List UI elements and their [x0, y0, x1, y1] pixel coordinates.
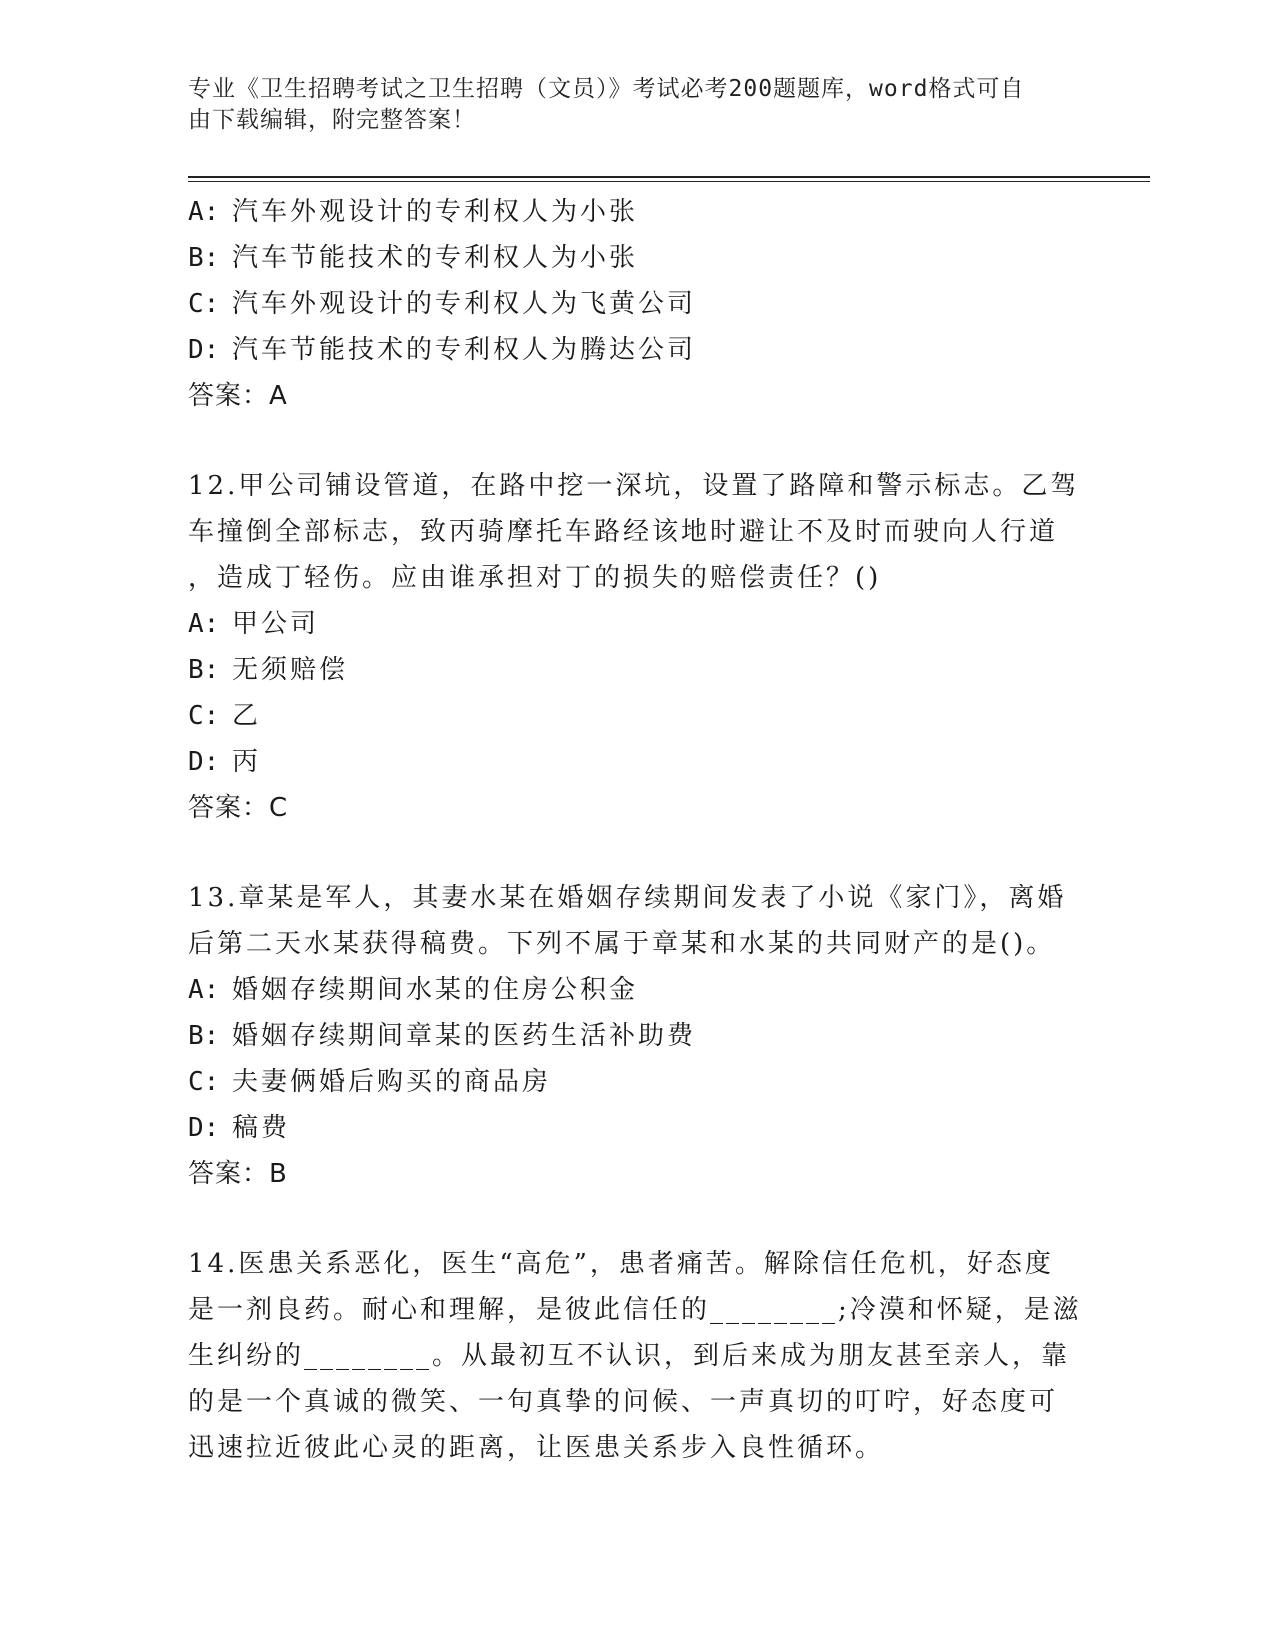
answer-line: 答案：A [188, 381, 288, 411]
question-text [188, 875, 1068, 967]
option-a [188, 601, 1088, 647]
option-text: 稿费 [232, 1113, 291, 1143]
option-b [188, 235, 1088, 281]
question-list [188, 189, 1088, 1471]
option-key: D: [188, 335, 220, 365]
option-key: B: [188, 243, 220, 273]
option-text: 汽车节能技术的专利权人为腾达公司 [232, 335, 697, 365]
option-d [188, 327, 1088, 373]
option-text: 婚姻存续期间章某的医药生活补助费 [232, 1021, 697, 1051]
option-key: D: [188, 747, 220, 777]
question-13 [188, 875, 1088, 1197]
option-text: 婚姻存续期间水某的住房公积金 [232, 975, 639, 1005]
option-key: C: [188, 701, 220, 731]
option-key: C: [188, 289, 220, 319]
option-d [188, 1105, 1088, 1151]
option-key: A: [188, 609, 220, 639]
answer-line: 答案：B [188, 1159, 288, 1189]
document-header [188, 74, 1068, 136]
option-text: 甲公司 [232, 609, 320, 639]
option-text: 丙 [232, 747, 262, 777]
option-key: B: [188, 655, 220, 685]
option-text: 夫妻俩婚后购买的商品房 [232, 1067, 552, 1097]
header-line-2: 由下载编辑，附完整答案！ [188, 107, 476, 133]
option-key: B: [188, 1021, 220, 1051]
question-text [188, 463, 1080, 601]
option-key: A: [188, 975, 220, 1005]
option-text: 乙 [232, 701, 262, 731]
question-text-line: 是一剂良药。耐心和理解，是彼此信任的________;冷漠和怀疑，是滋 [188, 1295, 1082, 1325]
question-12 [188, 463, 1088, 831]
question-text-line: 迅速拉近彼此心灵的距离，让医患关系步入良性循环。 [188, 1433, 885, 1463]
option-text: 无须赔偿 [232, 655, 349, 685]
question-text-line: 后第二天水某获得稿费。下列不属于章某和水某的共同财产的是()。 [188, 929, 1056, 959]
question-11 [188, 189, 1088, 419]
option-b [188, 1013, 1088, 1059]
option-a [188, 967, 1088, 1013]
option-a [188, 189, 1088, 235]
question-14 [188, 1241, 1088, 1471]
option-text: 汽车节能技术的专利权人为小张 [232, 243, 639, 273]
option-c [188, 693, 1088, 739]
header-divider-thick [188, 176, 1150, 178]
option-c [188, 1059, 1088, 1105]
header-divider-thin [188, 181, 1150, 182]
option-text: 汽车外观设计的专利权人为小张 [232, 197, 639, 227]
option-text: 汽车外观设计的专利权人为飞黄公司 [232, 289, 697, 319]
question-text-line: 14.医患关系恶化，医生“高危”，患者痛苦。解除信任危机，好态度 [188, 1249, 1054, 1279]
question-text-line: 生纠纷的________。从最初互不认识，到后来成为朋友甚至亲人，靠 [188, 1341, 1071, 1371]
option-c [188, 281, 1088, 327]
question-text-line: 车撞倒全部标志，致丙骑摩托车路经该地时避让不及时而驶向人行道 [188, 517, 1059, 547]
option-key: D: [188, 1113, 220, 1143]
question-text [188, 1241, 1082, 1471]
header-line-1: 专业《卫生招聘考试之卫生招聘（文员）》考试必考200题题库，word格式可自 [188, 76, 1025, 102]
question-text-line: 的是一个真诚的微笑、一句真挚的问候、一声真切的叮咛，好态度可 [188, 1387, 1059, 1417]
option-key: C: [188, 1067, 220, 1097]
option-d [188, 739, 1088, 785]
answer-line: 答案：C [188, 793, 289, 823]
option-b [188, 647, 1088, 693]
question-text-line: 13.章某是军人，其妻水某在婚姻存续期间发表了小说《家门》，离婚 [188, 883, 1067, 913]
option-key: A: [188, 197, 220, 227]
question-text-line: ，造成丁轻伤。应由谁承担对丁的损失的赔偿责任？() [188, 563, 882, 593]
question-text-line: 12.甲公司铺设管道，在路中挖一深坑，设置了路障和警示标志。乙驾 [188, 471, 1080, 501]
